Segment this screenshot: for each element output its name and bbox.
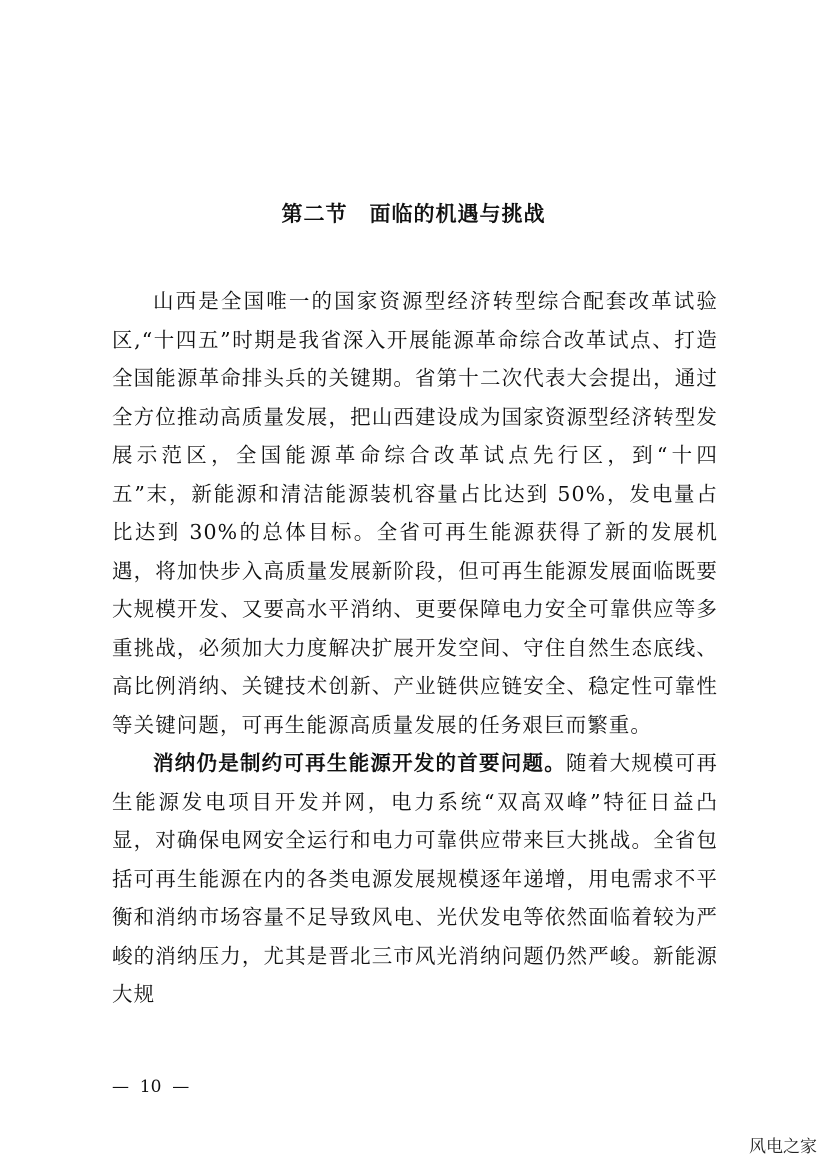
watermark-label: 风电之家 — [749, 1137, 817, 1157]
body-text — [112, 282, 718, 1014]
section-title: 第二节 面临的机遇与挑战 — [281, 201, 546, 226]
paragraph-2-text: 随着大规模可再生能源发电项目开发并网，电力系统“双高双峰”特征日益凸显，对确保电网安全运行和电力可靠供应带来巨大挑战。全省包括可再生能源在内的各类电源发展规模逐年递增，用电需求不平衡和消纳市场容量不足导致风电、光伏发电等依然面临着较为严峻的消纳压力，尤其是晋北三市风光消纳问题仍然严峻。新能源大规 — [112, 751, 718, 1006]
paragraph-1 — [112, 282, 718, 744]
paragraph-1-text: 山西是全国唯一的国家资源型经济转型综合配套改革试验区,“十四五”时期是我省深入开展能源革命综合改革试点、打造全国能源革命排头兵的关键期。省第十二次代表大会提出，通过全方位推动高质量发展，把山西建设成为国家资源型经济转型发展示范区，全国能源革命综合改革试点先行区，到“十四五”末，新能源和清洁能源装机容量占比达到 50%，发电量占比达到 30%的总体目标。全省可再生能源获得了新的发展机遇，将加快步入高质量发展新阶段，但可再生能源发展面临既要大规模开发、又要高水平消纳、更要保障电力安全可靠供应等多重挑战，必须加大力度解决扩展开发空间、守住自然生态底线、高比例消纳、关键技术创新、产业链供应链安全、稳定性可靠性等关键问题，可再生能源高质量发展的任务艰巨而繁重。 — [112, 289, 718, 737]
page-number: — 10 — — [112, 1077, 190, 1097]
paragraph-2-lead: 消纳仍是制约可再生能源开发的首要问题。 — [153, 751, 566, 775]
paragraph-2 — [112, 744, 718, 1014]
